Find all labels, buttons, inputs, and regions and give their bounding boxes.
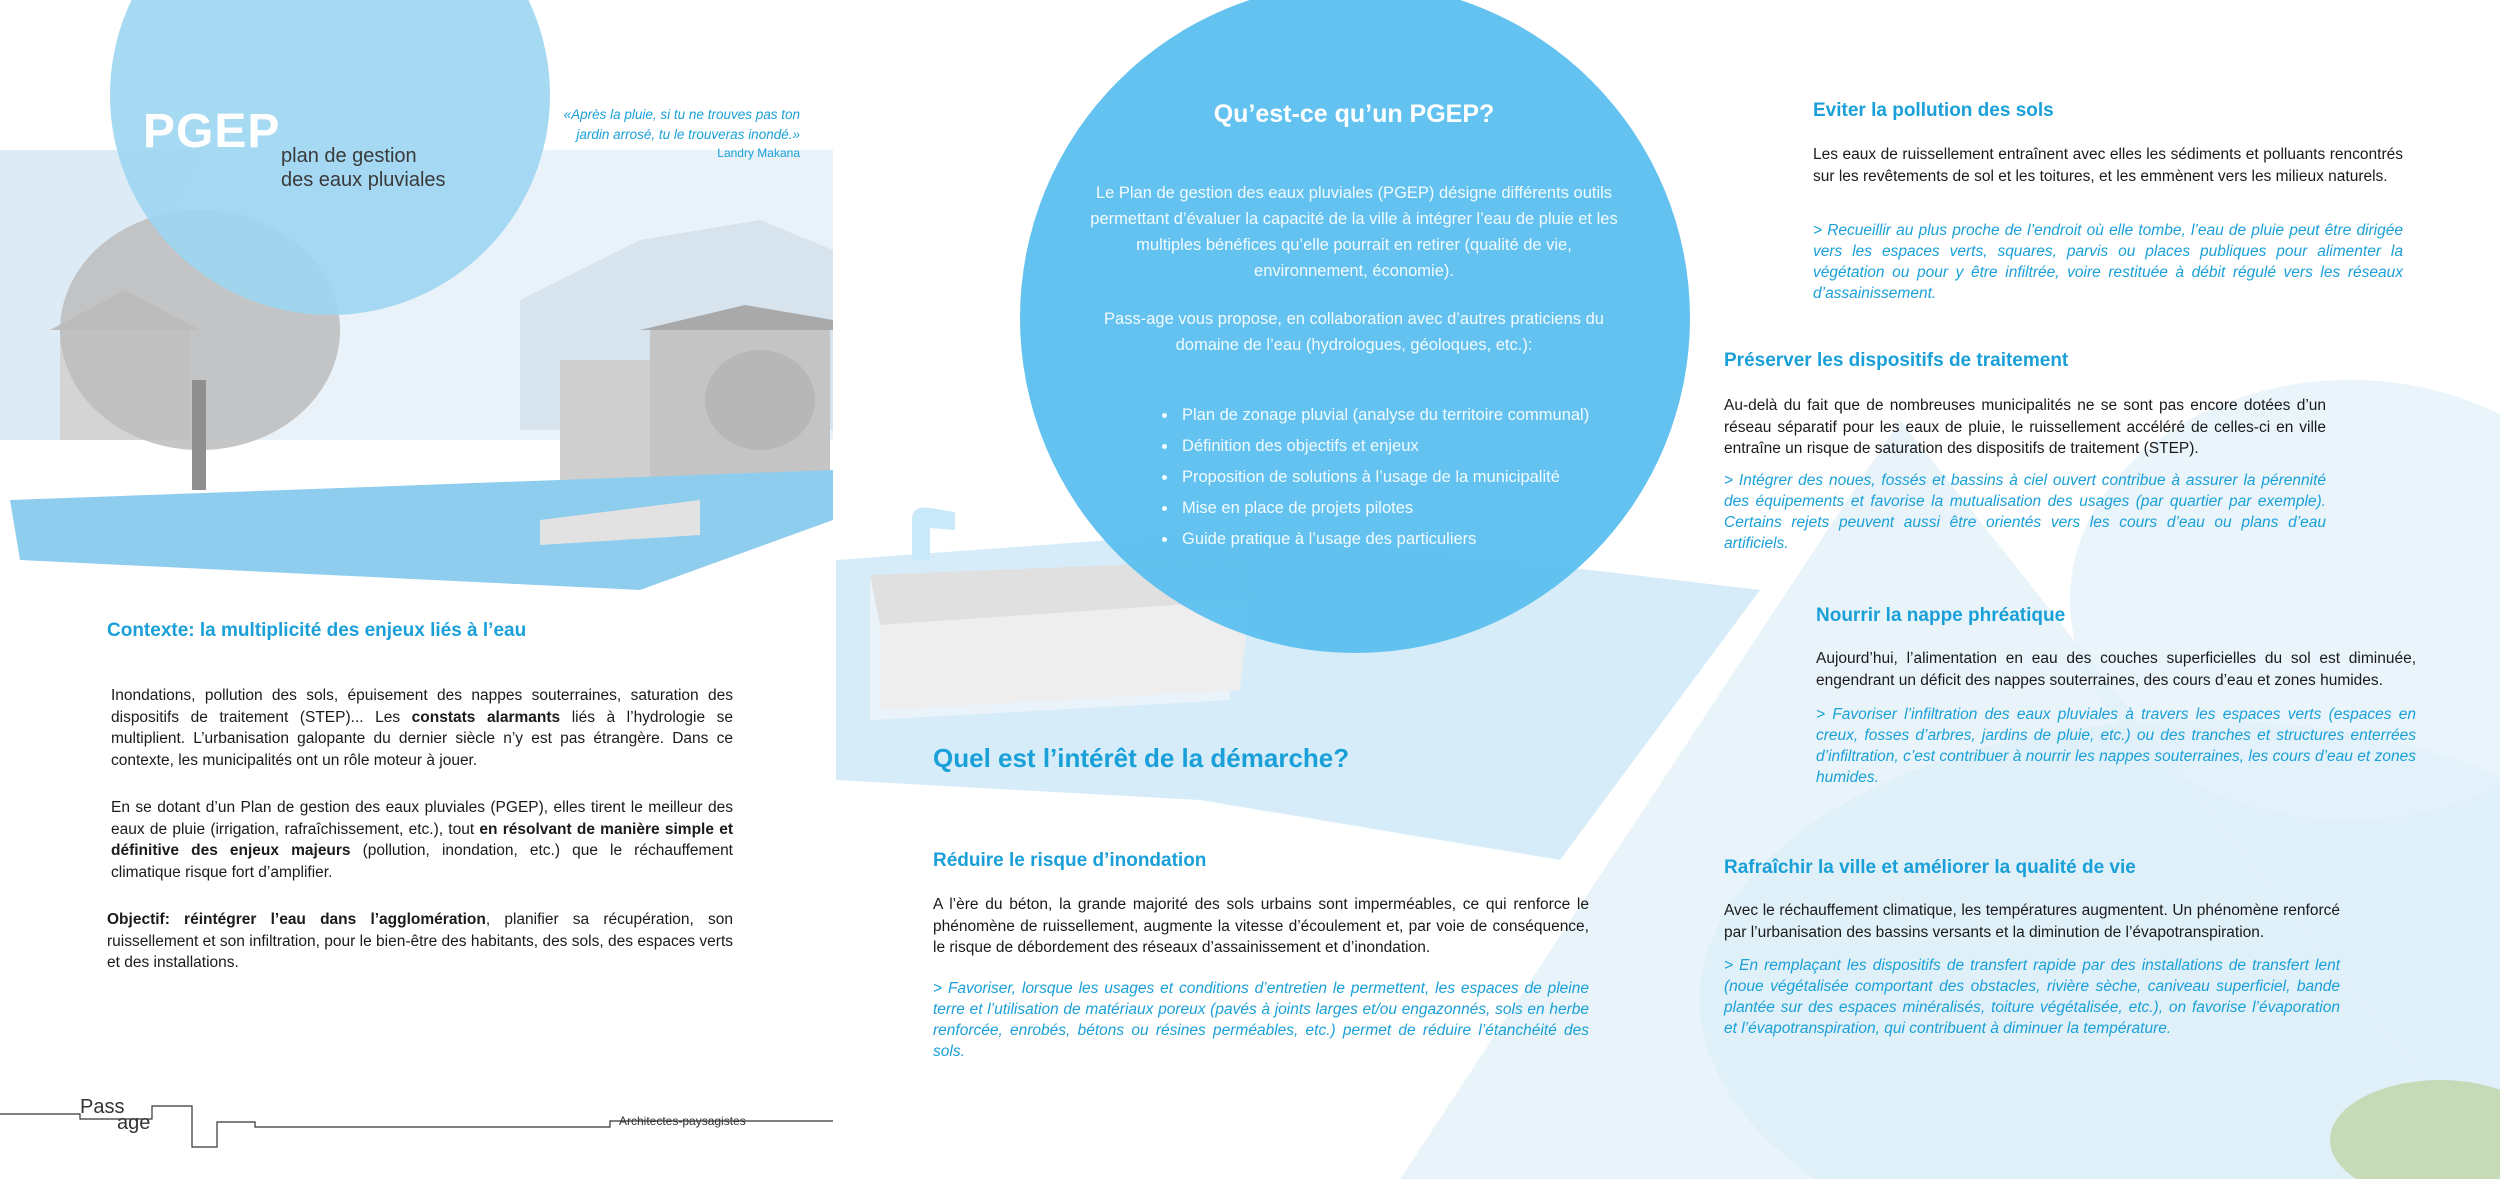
context-paragraph-2 [111,797,733,883]
subtitle-line-2: des eaux pluviales [281,169,446,191]
flood-body: A l’ère du béton, la grande majorité des sols urbains sont imperméables, ce qui renforce le phénomène de ruissellement, augmente la vitesse d’écoulement et, par voie de conséquence, le risque de débordement des réseaux d’assainissement et d’inondation. [933,896,1589,956]
circle-paragraph-2: Pass-age vous propose, en collaboration avec d’autres praticiens du domaine de l’eau (hydrologues, géoloques, etc.): [1104,310,1604,354]
logo-tagline: Architectes-paysagistes [619,1114,746,1128]
groundwater-body: Aujourd’hui, l’alimentation en eau des couches superficielles du sol est diminuée, engendrant un déficit des nappes souterraines, des cours d’eau et zones humides. [1816,650,2416,689]
context-p3-text: , planifier sa récupération, son ruissellement et son infiltration, pour le bien-être des habitants, des sols, des espaces verts et des installations. [107,911,733,971]
groundwater-title: Nourrir la nappe phréatique [1816,605,2066,626]
building-center [560,360,650,490]
context-paragraph-1 [111,685,733,771]
quote-author: Landry Makana [717,146,800,160]
cooling-body: Avec le réchauffement climatique, les températures augmentent. Un phénomène renforcé par l’urbanisation des bassins versants et la diminution de l’évapotranspiration. [1724,902,2340,941]
cooling-recommendation: > En remplaçant les dispositifs de transfert rapide par des installations de transfert lent (noue végétalisée comportant des obstacles, rivière sèche, caniveau superficiel, bande plantée sur des espaces minéralisés, toiture végétalisée, etc.), on favorise l’évaporation et l’évapotranspiration, qui contribuent à diminuer la température. [1724,957,2340,1037]
page-subtitle [281,144,481,192]
circle-paragraph-1: Le Plan de gestion des eaux pluviales (PGEP) désigne différents outils permettant d’évaluer la capacité de la ville à intégrer l’eau de pluie et les multiples bénéfices qu’elle pourrait en retirer (qualité de vie, environnement, économie). [1090,184,1618,280]
treatment-recommendation: > Intégrer des noues, fossés et bassins à ciel ouvert contribue à assurer la pérennité des équipements et favorise la mutualisation des usages (par quartier par exemple). Certains rejets peuvent aussi être orientés vers les cours d’eau ou plans d’eau artificiels. [1724,472,2326,552]
tree-trunk [192,380,206,490]
treatment-title: Préserver les dispositifs de traitement [1724,350,2069,371]
context-title: Contexte: la multiplicité des enjeux liés à l’eau [107,620,527,641]
context-p3-bold: Objectif: réintégrer l’eau dans l’agglomération [107,911,486,928]
context-p1-text-b: liés à l’hydrologie se multiplient. L’urbanisation galopante du dernier siècle n’y est pas étrangère. Dans ce contexte, les municipalités ont un rôle moteur à jouer. [111,708,733,769]
flood-recommendation: > Favoriser, lorsque les usages et conditions d’entretien le permettent, les espaces de pleine terre et l’utilisation de matériaux poreux (pavés à joints larges et/ou engazonnés, sols en herbe renforcée, enrobés, bétons ou résines perméables, etc.) permet de réduire l’étanchéité des sols. [933,980,1589,1060]
list-item: • Guide pratique à l’usage des particuliers [1178,524,1589,555]
groundwater-recommendation: > Favoriser l’infiltration des eaux pluviales à travers les espaces verts (espaces en creux, fosses d’arbres, jardins de pluie, etc.) ou des tranches et structures enterrées d’infiltration, c’est contribuer à nourrir les nappes souterraines, les cours d’eau et zones humides. [1816,706,2416,786]
context-p2-text-a: En se dotant d’un Plan de gestion des eaux pluviales (PGEP), elles tirent le meilleur des eaux de pluie (irrigation, rafraîchissement, etc.), tout [111,799,733,838]
subtitle-line-1: plan de gestion [281,145,417,167]
pollution-recommendation: > Recueillir au plus proche de l’endroit où elle tombe, l’eau de pluie peut être dirigée vers les espaces verts, squares, parvis ou places publiques pour alimenter la végétation ou pour y être infiltrée, voire restituée à débit régulé vers les réseaux d’assainissement. [1813,222,2403,302]
interest-heading: Quel est l’intérêt de la démarche? [933,743,1350,773]
logo-pass: Pass [80,1096,125,1118]
tree-right [705,350,815,450]
list-item: • Plan de zonage pluvial (analyse du territoire communal) [1178,400,1589,431]
pollution-title: Eviter la pollution des sols [1813,100,2054,121]
context-paragraph-3 [107,909,733,974]
page-title: PGEP [143,105,281,158]
quote [520,105,800,145]
context-p2-bold: en résolvant de manière simple et définitive des enjeux majeurs [111,820,733,859]
context-p1-text-a: Inondations, pollution des sols, épuisement des nappes souterraines, saturation des dispositifs de traitement (STEP)... Les [111,687,733,726]
flood-title: Réduire le risque d’inondation [933,850,1207,871]
context-p1-bold: constats alarmants [411,708,561,726]
circle-title: Qu’est-ce qu’un PGEP? [1213,100,1495,128]
cooling-title: Rafraîchir la ville et améliorer la qualité de vie [1724,857,2136,878]
quote-line-1: «Après la pluie, si tu ne trouves pas ton [563,107,800,122]
quote-line-2: jardin arrosé, tu le trouveras inondé.» [576,127,800,142]
services-list [1160,400,1589,555]
list-item: • Mise en place de projets pilotes [1178,493,1589,524]
blue-plaza [10,470,833,590]
list-item: • Proposition de solutions à l’usage de la municipalité [1178,462,1589,493]
logo-age: age [117,1112,151,1134]
list-item: • Définition des objectifs et enjeux [1178,431,1589,462]
context-p2-text-b: (pollution, inondation, etc.) que le réchauffement climatique risque fort d’amplifier. [111,842,733,881]
treatment-body: Au-delà du fait que de nombreuses municipalités ne se sont pas encore dotées d’un réseau séparatif pour les eaux de pluie, le ruissellement accéléré de celles-ci en ville entraîne un risque de saturation des dispositifs de traitement (STEP). [1724,397,2326,457]
pollution-body: Les eaux de ruissellement entraînent avec elles les sédiments et polluants rencontrés sur les revêtements de sol et les toitures, et les emmènent vers les milieux naturels. [1813,146,2403,185]
